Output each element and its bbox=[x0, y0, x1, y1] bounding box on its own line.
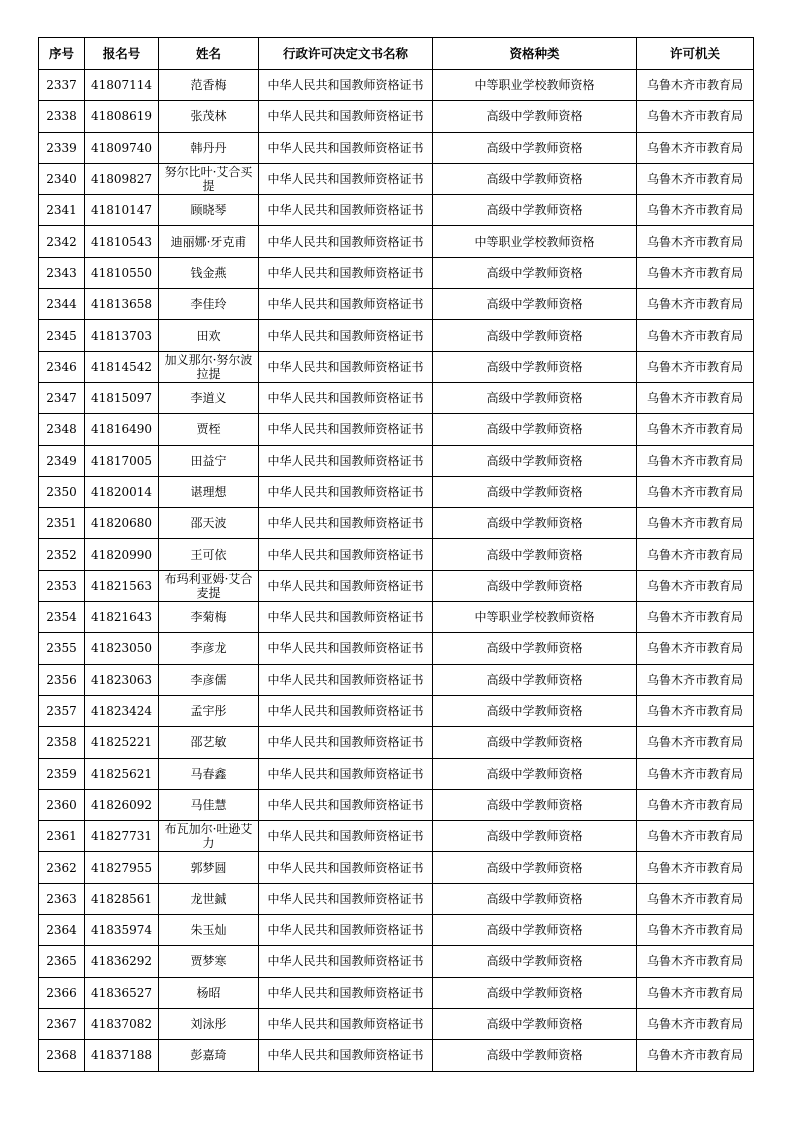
qualification-type-cell: 中等职业学校教师资格 bbox=[433, 226, 637, 257]
serial-cell: 2354 bbox=[39, 602, 85, 633]
serial-cell: 2365 bbox=[39, 946, 85, 977]
qualification-type-cell: 高级中学教师资格 bbox=[433, 382, 637, 413]
licensing-authority-cell: 乌鲁木齐市教育局 bbox=[637, 883, 754, 914]
table-row bbox=[39, 320, 754, 351]
table-row bbox=[39, 539, 754, 570]
document-name-cell: 中华人民共和国教师资格证书 bbox=[259, 602, 433, 633]
licensing-authority-cell: 乌鲁木齐市教育局 bbox=[637, 257, 754, 288]
registration-number-cell: 41820990 bbox=[85, 539, 159, 570]
qualification-type-cell: 高级中学教师资格 bbox=[433, 539, 637, 570]
registration-number-cell: 41837188 bbox=[85, 1040, 159, 1071]
document-name-cell: 中华人民共和国教师资格证书 bbox=[259, 508, 433, 539]
table-row bbox=[39, 257, 754, 288]
document-name-cell: 中华人民共和国教师资格证书 bbox=[259, 664, 433, 695]
licensing-authority-cell: 乌鲁木齐市教育局 bbox=[637, 727, 754, 758]
registration-number-cell: 41820014 bbox=[85, 476, 159, 507]
document-name-cell: 中华人民共和国教师资格证书 bbox=[259, 1008, 433, 1039]
licensing-authority-cell: 乌鲁木齐市教育局 bbox=[637, 163, 754, 194]
qualification-type-cell: 高级中学教师资格 bbox=[433, 977, 637, 1008]
name-cell: 马春鑫 bbox=[159, 758, 259, 789]
document-name-cell: 中华人民共和国教师资格证书 bbox=[259, 101, 433, 132]
name-cell: 顾晓琴 bbox=[159, 195, 259, 226]
qualification-type-cell: 高级中学教师资格 bbox=[433, 320, 637, 351]
serial-cell: 2364 bbox=[39, 915, 85, 946]
qualification-type-cell: 高级中学教师资格 bbox=[433, 695, 637, 726]
licensing-authority-cell: 乌鲁木齐市教育局 bbox=[637, 539, 754, 570]
licensing-authority-cell: 乌鲁木齐市教育局 bbox=[637, 946, 754, 977]
name-cell: 王可依 bbox=[159, 539, 259, 570]
serial-cell: 2341 bbox=[39, 195, 85, 226]
table-row bbox=[39, 602, 754, 633]
document-name-cell: 中华人民共和国教师资格证书 bbox=[259, 163, 433, 194]
table-row bbox=[39, 414, 754, 445]
name-cell: 布瓦加尔·吐逊艾力 bbox=[159, 821, 259, 852]
name-cell: 李彦龙 bbox=[159, 633, 259, 664]
licensing-authority-cell: 乌鲁木齐市教育局 bbox=[637, 758, 754, 789]
table-row bbox=[39, 821, 754, 852]
document-name-cell: 中华人民共和国教师资格证书 bbox=[259, 789, 433, 820]
serial-cell: 2342 bbox=[39, 226, 85, 257]
document-name-cell: 中华人民共和国教师资格证书 bbox=[259, 320, 433, 351]
qualification-type-cell: 高级中学教师资格 bbox=[433, 414, 637, 445]
name-cell: 李佳玲 bbox=[159, 289, 259, 320]
serial-cell: 2344 bbox=[39, 289, 85, 320]
name-cell: 李道义 bbox=[159, 382, 259, 413]
name-cell: 贾桎 bbox=[159, 414, 259, 445]
licensing-authority-cell: 乌鲁木齐市教育局 bbox=[637, 664, 754, 695]
qualification-type-cell: 高级中学教师资格 bbox=[433, 883, 637, 914]
table-row bbox=[39, 132, 754, 163]
document-name-cell: 中华人民共和国教师资格证书 bbox=[259, 821, 433, 852]
table-row bbox=[39, 195, 754, 226]
document-name-cell: 中华人民共和国教师资格证书 bbox=[259, 257, 433, 288]
licensing-authority-cell: 乌鲁木齐市教育局 bbox=[637, 570, 754, 601]
licensing-authority-cell: 乌鲁木齐市教育局 bbox=[637, 289, 754, 320]
table-row bbox=[39, 382, 754, 413]
table-row bbox=[39, 163, 754, 194]
licensing-authority-cell: 乌鲁木齐市教育局 bbox=[637, 852, 754, 883]
serial-cell: 2357 bbox=[39, 695, 85, 726]
serial-cell: 2350 bbox=[39, 476, 85, 507]
licensing-authority-cell: 乌鲁木齐市教育局 bbox=[637, 1040, 754, 1071]
document-name-cell: 中华人民共和国教师资格证书 bbox=[259, 351, 433, 382]
name-cell: 钱金燕 bbox=[159, 257, 259, 288]
document-name-cell: 中华人民共和国教师资格证书 bbox=[259, 414, 433, 445]
header-document-name: 行政许可决定文书名称 bbox=[259, 38, 433, 70]
serial-cell: 2358 bbox=[39, 727, 85, 758]
name-cell: 谌理想 bbox=[159, 476, 259, 507]
licensing-authority-cell: 乌鲁木齐市教育局 bbox=[637, 101, 754, 132]
document-name-cell: 中华人民共和国教师资格证书 bbox=[259, 382, 433, 413]
qualification-type-cell: 高级中学教师资格 bbox=[433, 476, 637, 507]
licensing-authority-cell: 乌鲁木齐市教育局 bbox=[637, 132, 754, 163]
name-cell: 李彦儒 bbox=[159, 664, 259, 695]
document-name-cell: 中华人民共和国教师资格证书 bbox=[259, 727, 433, 758]
registration-number-cell: 41814542 bbox=[85, 351, 159, 382]
serial-cell: 2352 bbox=[39, 539, 85, 570]
name-cell: 龙世鋮 bbox=[159, 883, 259, 914]
header-name: 姓名 bbox=[159, 38, 259, 70]
serial-cell: 2353 bbox=[39, 570, 85, 601]
qualification-type-cell: 高级中学教师资格 bbox=[433, 289, 637, 320]
registration-number-cell: 41821563 bbox=[85, 570, 159, 601]
registration-number-cell: 41825221 bbox=[85, 727, 159, 758]
serial-cell: 2348 bbox=[39, 414, 85, 445]
registration-number-cell: 41828561 bbox=[85, 883, 159, 914]
registration-number-cell: 41820680 bbox=[85, 508, 159, 539]
serial-cell: 2343 bbox=[39, 257, 85, 288]
document-name-cell: 中华人民共和国教师资格证书 bbox=[259, 195, 433, 226]
serial-cell: 2351 bbox=[39, 508, 85, 539]
serial-cell: 2345 bbox=[39, 320, 85, 351]
document-name-cell: 中华人民共和国教师资格证书 bbox=[259, 289, 433, 320]
table-row bbox=[39, 727, 754, 758]
registration-number-cell: 41835974 bbox=[85, 915, 159, 946]
qualification-type-cell: 高级中学教师资格 bbox=[433, 101, 637, 132]
qualification-type-cell: 高级中学教师资格 bbox=[433, 257, 637, 288]
document-name-cell: 中华人民共和国教师资格证书 bbox=[259, 883, 433, 914]
licensing-authority-cell: 乌鲁木齐市教育局 bbox=[637, 476, 754, 507]
serial-cell: 2361 bbox=[39, 821, 85, 852]
table-row bbox=[39, 789, 754, 820]
registration-number-cell: 41816490 bbox=[85, 414, 159, 445]
licensing-authority-cell: 乌鲁木齐市教育局 bbox=[637, 508, 754, 539]
qualification-type-cell: 高级中学教师资格 bbox=[433, 445, 637, 476]
name-cell: 杨昭 bbox=[159, 977, 259, 1008]
licensing-authority-cell: 乌鲁木齐市教育局 bbox=[637, 226, 754, 257]
document-name-cell: 中华人民共和国教师资格证书 bbox=[259, 695, 433, 726]
registration-number-cell: 41837082 bbox=[85, 1008, 159, 1039]
registration-number-cell: 41823063 bbox=[85, 664, 159, 695]
registration-number-cell: 41813658 bbox=[85, 289, 159, 320]
name-cell: 田益宁 bbox=[159, 445, 259, 476]
table-row bbox=[39, 70, 754, 101]
name-cell: 努尔比叶·艾合买提 bbox=[159, 163, 259, 194]
registration-number-cell: 41825621 bbox=[85, 758, 159, 789]
licensing-authority-cell: 乌鲁木齐市教育局 bbox=[637, 602, 754, 633]
serial-cell: 2355 bbox=[39, 633, 85, 664]
document-name-cell: 中华人民共和国教师资格证书 bbox=[259, 445, 433, 476]
serial-cell: 2362 bbox=[39, 852, 85, 883]
header-row bbox=[39, 38, 754, 70]
serial-cell: 2359 bbox=[39, 758, 85, 789]
qualification-type-cell: 高级中学教师资格 bbox=[433, 163, 637, 194]
name-cell: 马佳慧 bbox=[159, 789, 259, 820]
registration-number-cell: 41808619 bbox=[85, 101, 159, 132]
serial-cell: 2368 bbox=[39, 1040, 85, 1071]
qualification-type-cell: 高级中学教师资格 bbox=[433, 132, 637, 163]
qualification-type-cell: 高级中学教师资格 bbox=[433, 570, 637, 601]
qualification-type-cell: 高级中学教师资格 bbox=[433, 821, 637, 852]
name-cell: 加义那尔·努尔波拉提 bbox=[159, 351, 259, 382]
licensing-authority-cell: 乌鲁木齐市教育局 bbox=[637, 915, 754, 946]
document-name-cell: 中华人民共和国教师资格证书 bbox=[259, 852, 433, 883]
name-cell: 孟宇彤 bbox=[159, 695, 259, 726]
name-cell: 贾梦寒 bbox=[159, 946, 259, 977]
registration-number-cell: 41815097 bbox=[85, 382, 159, 413]
licensing-authority-cell: 乌鲁木齐市教育局 bbox=[637, 633, 754, 664]
table-row bbox=[39, 883, 754, 914]
header-serial: 序号 bbox=[39, 38, 85, 70]
document-name-cell: 中华人民共和国教师资格证书 bbox=[259, 570, 433, 601]
serial-cell: 2349 bbox=[39, 445, 85, 476]
serial-cell: 2360 bbox=[39, 789, 85, 820]
registration-number-cell: 41809740 bbox=[85, 132, 159, 163]
registration-number-cell: 41810550 bbox=[85, 257, 159, 288]
name-cell: 刘泳彤 bbox=[159, 1008, 259, 1039]
licensing-authority-cell: 乌鲁木齐市教育局 bbox=[637, 70, 754, 101]
table-row bbox=[39, 664, 754, 695]
table-row bbox=[39, 289, 754, 320]
qualification-type-cell: 高级中学教师资格 bbox=[433, 633, 637, 664]
document-name-cell: 中华人民共和国教师资格证书 bbox=[259, 476, 433, 507]
serial-cell: 2367 bbox=[39, 1008, 85, 1039]
qualification-type-cell: 中等职业学校教师资格 bbox=[433, 70, 637, 101]
table-row bbox=[39, 508, 754, 539]
qualification-type-cell: 高级中学教师资格 bbox=[433, 1008, 637, 1039]
document-name-cell: 中华人民共和国教师资格证书 bbox=[259, 70, 433, 101]
document-name-cell: 中华人民共和国教师资格证书 bbox=[259, 633, 433, 664]
name-cell: 布玛利亚姆·艾合麦提 bbox=[159, 570, 259, 601]
license-table bbox=[38, 37, 754, 1072]
serial-cell: 2338 bbox=[39, 101, 85, 132]
document-name-cell: 中华人民共和国教师资格证书 bbox=[259, 1040, 433, 1071]
table-row bbox=[39, 633, 754, 664]
registration-number-cell: 41807114 bbox=[85, 70, 159, 101]
document-name-cell: 中华人民共和国教师资格证书 bbox=[259, 539, 433, 570]
document-name-cell: 中华人民共和国教师资格证书 bbox=[259, 132, 433, 163]
serial-cell: 2340 bbox=[39, 163, 85, 194]
table-row bbox=[39, 570, 754, 601]
registration-number-cell: 41809827 bbox=[85, 163, 159, 194]
name-cell: 邵艺敏 bbox=[159, 727, 259, 758]
table-row bbox=[39, 1040, 754, 1071]
qualification-type-cell: 高级中学教师资格 bbox=[433, 915, 637, 946]
registration-number-cell: 41817005 bbox=[85, 445, 159, 476]
document-name-cell: 中华人民共和国教师资格证书 bbox=[259, 915, 433, 946]
header-qualification-type: 资格种类 bbox=[433, 38, 637, 70]
registration-number-cell: 41826092 bbox=[85, 789, 159, 820]
name-cell: 郭梦圆 bbox=[159, 852, 259, 883]
document-name-cell: 中华人民共和国教师资格证书 bbox=[259, 946, 433, 977]
qualification-type-cell: 中等职业学校教师资格 bbox=[433, 602, 637, 633]
licensing-authority-cell: 乌鲁木齐市教育局 bbox=[637, 1008, 754, 1039]
table-row bbox=[39, 476, 754, 507]
table-row bbox=[39, 977, 754, 1008]
qualification-type-cell: 高级中学教师资格 bbox=[433, 789, 637, 820]
registration-number-cell: 41823424 bbox=[85, 695, 159, 726]
table-row bbox=[39, 1008, 754, 1039]
licensing-authority-cell: 乌鲁木齐市教育局 bbox=[637, 789, 754, 820]
header-licensing-authority: 许可机关 bbox=[637, 38, 754, 70]
document-name-cell: 中华人民共和国教师资格证书 bbox=[259, 977, 433, 1008]
name-cell: 朱玉灿 bbox=[159, 915, 259, 946]
registration-number-cell: 41810543 bbox=[85, 226, 159, 257]
document-name-cell: 中华人民共和国教师资格证书 bbox=[259, 758, 433, 789]
name-cell: 范香梅 bbox=[159, 70, 259, 101]
table-row bbox=[39, 946, 754, 977]
serial-cell: 2346 bbox=[39, 351, 85, 382]
qualification-type-cell: 高级中学教师资格 bbox=[433, 508, 637, 539]
table-row bbox=[39, 101, 754, 132]
qualification-type-cell: 高级中学教师资格 bbox=[433, 946, 637, 977]
registration-number-cell: 41827731 bbox=[85, 821, 159, 852]
serial-cell: 2366 bbox=[39, 977, 85, 1008]
name-cell: 田欢 bbox=[159, 320, 259, 351]
registration-number-cell: 41810147 bbox=[85, 195, 159, 226]
registration-number-cell: 41836292 bbox=[85, 946, 159, 977]
name-cell: 迪丽娜·牙克甫 bbox=[159, 226, 259, 257]
qualification-type-cell: 高级中学教师资格 bbox=[433, 852, 637, 883]
licensing-authority-cell: 乌鲁木齐市教育局 bbox=[637, 445, 754, 476]
licensing-authority-cell: 乌鲁木齐市教育局 bbox=[637, 414, 754, 445]
qualification-type-cell: 高级中学教师资格 bbox=[433, 758, 637, 789]
table-row bbox=[39, 852, 754, 883]
serial-cell: 2347 bbox=[39, 382, 85, 413]
registration-number-cell: 41827955 bbox=[85, 852, 159, 883]
registration-number-cell: 41836527 bbox=[85, 977, 159, 1008]
qualification-type-cell: 高级中学教师资格 bbox=[433, 351, 637, 382]
name-cell: 邵天波 bbox=[159, 508, 259, 539]
table-row bbox=[39, 445, 754, 476]
name-cell: 韩丹丹 bbox=[159, 132, 259, 163]
licensing-authority-cell: 乌鲁木齐市教育局 bbox=[637, 351, 754, 382]
name-cell: 彭嘉琦 bbox=[159, 1040, 259, 1071]
serial-cell: 2337 bbox=[39, 70, 85, 101]
registration-number-cell: 41823050 bbox=[85, 633, 159, 664]
serial-cell: 2356 bbox=[39, 664, 85, 695]
qualification-type-cell: 高级中学教师资格 bbox=[433, 195, 637, 226]
serial-cell: 2363 bbox=[39, 883, 85, 914]
qualification-type-cell: 高级中学教师资格 bbox=[433, 664, 637, 695]
table-body bbox=[39, 70, 754, 1072]
licensing-authority-cell: 乌鲁木齐市教育局 bbox=[637, 320, 754, 351]
document-name-cell: 中华人民共和国教师资格证书 bbox=[259, 226, 433, 257]
name-cell: 李菊梅 bbox=[159, 602, 259, 633]
licensing-authority-cell: 乌鲁木齐市教育局 bbox=[637, 382, 754, 413]
qualification-type-cell: 高级中学教师资格 bbox=[433, 1040, 637, 1071]
qualification-type-cell: 高级中学教师资格 bbox=[433, 727, 637, 758]
serial-cell: 2339 bbox=[39, 132, 85, 163]
licensing-authority-cell: 乌鲁木齐市教育局 bbox=[637, 195, 754, 226]
table-row bbox=[39, 915, 754, 946]
table-row bbox=[39, 695, 754, 726]
licensing-authority-cell: 乌鲁木齐市教育局 bbox=[637, 821, 754, 852]
table-row bbox=[39, 226, 754, 257]
name-cell: 张茂林 bbox=[159, 101, 259, 132]
header-registration-number: 报名号 bbox=[85, 38, 159, 70]
table-row bbox=[39, 758, 754, 789]
registration-number-cell: 41813703 bbox=[85, 320, 159, 351]
registration-number-cell: 41821643 bbox=[85, 602, 159, 633]
licensing-authority-cell: 乌鲁木齐市教育局 bbox=[637, 977, 754, 1008]
licensing-authority-cell: 乌鲁木齐市教育局 bbox=[637, 695, 754, 726]
table-row bbox=[39, 351, 754, 382]
